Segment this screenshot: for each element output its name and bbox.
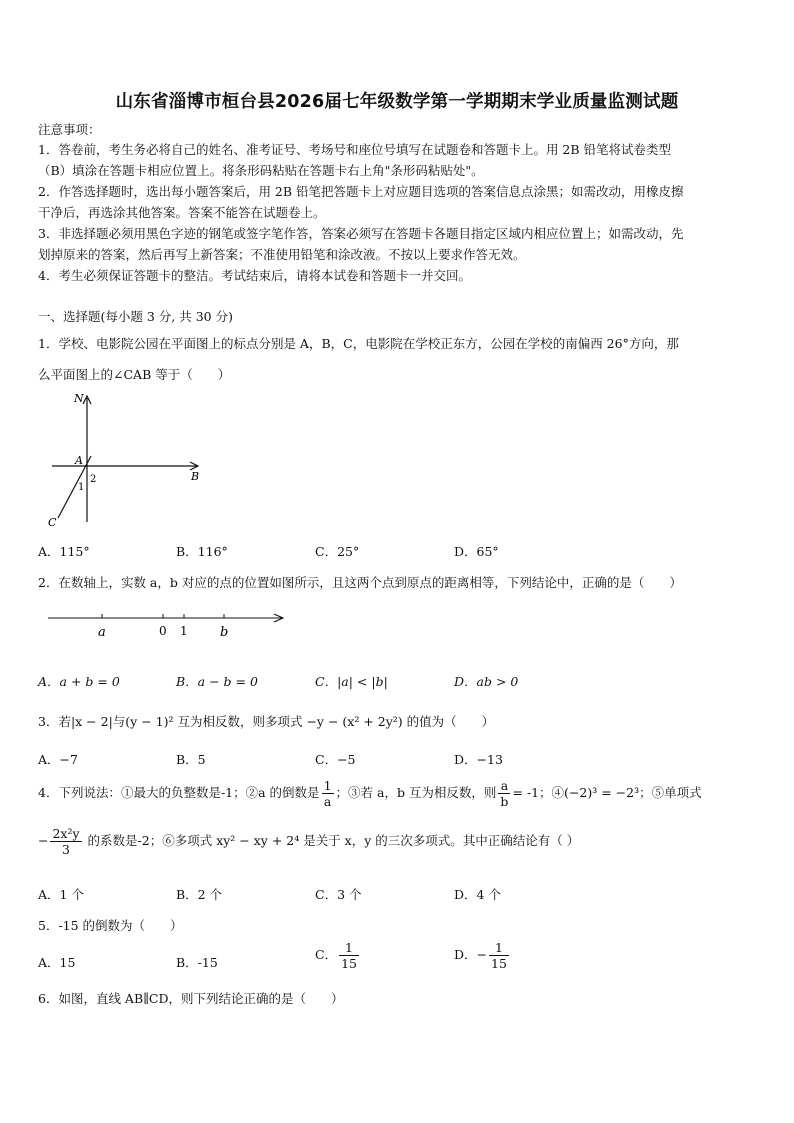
- fraction-one-fifteenth: [339, 940, 359, 971]
- q2-option-c[interactable]: C．|a| < |b|: [315, 674, 388, 689]
- notice-line: 干净后，再选涂其他答案。答案不能答在试题卷上。: [38, 205, 326, 220]
- notice-line: 划掉原来的答案，然后再写上新答案；不准使用铅笔和涂改液。不按以上要求作答无效。: [38, 247, 526, 262]
- q5-option-a[interactable]: A．15: [38, 955, 76, 970]
- q3-option-c[interactable]: C．−5: [315, 752, 356, 767]
- q1-option-c[interactable]: C．25°: [315, 544, 360, 559]
- frac-numerator: a: [498, 778, 510, 794]
- q1-stem-line1: 1．学校、电影院公园在平面图上的标点分别是 A，B，C，电影院在学校正东方，公园在学校的南偏西 26°方向，那: [38, 336, 679, 351]
- q4-option-c[interactable]: C．3 个: [315, 887, 362, 902]
- angle-2-label: 2: [90, 474, 97, 485]
- q1-stem-line2: 么平面图上的∠CAB 等于（ ）: [38, 367, 231, 382]
- label-c: C: [48, 516, 57, 529]
- q3-option-b[interactable]: B．5: [176, 752, 206, 767]
- frac-denominator: 15: [341, 956, 357, 971]
- fraction-a-over-b: [498, 778, 510, 809]
- q5-option-b[interactable]: B．-15: [176, 955, 218, 970]
- q1-option-d[interactable]: D．65°: [454, 544, 499, 559]
- q2-number-line: [44, 604, 294, 644]
- q1-option-a[interactable]: A．115°: [38, 544, 90, 559]
- notice-line: （B）填涂在答题卡相应位置上。将条形码粘贴在答题卡右上角"条形码粘贴处"。: [38, 163, 484, 178]
- q4-text-part1: 4．下列说法：①最大的负整数是-1；②a 的倒数是: [38, 785, 320, 800]
- q4-text-part4: 的系数是-2；⑥多项式 xy² − xy + 2⁴ 是关于 x，y 的三次多项式。其中正确结论有（ ）: [87, 833, 580, 848]
- q5-option-d[interactable]: [454, 940, 511, 971]
- q5-option-c[interactable]: [315, 940, 361, 971]
- q4-stem-line1: [38, 778, 702, 809]
- q4-option-b[interactable]: B．2 个: [176, 887, 223, 902]
- minus-sign: −: [38, 833, 49, 848]
- frac-numerator: 2x²y: [52, 826, 80, 841]
- tick-one-label: 1: [180, 624, 188, 638]
- q2-option-b[interactable]: B．a − b = 0: [176, 674, 258, 689]
- notice-line: 3．非选择题必须用黑色字迹的钢笔或签字笔作答，答案必须写在答题卡各题目指定区域内相应位置上；如需改动，先: [38, 226, 684, 241]
- frac-denominator: 15: [491, 956, 507, 971]
- notice-line: 2．作答选择题时，选出每小题答案后，用 2B 铅笔把答题卡上对应题目选项的答案信息点涂黑；如需改动，用橡皮擦: [38, 184, 684, 199]
- fraction-one-over-a: [322, 778, 334, 809]
- q4-option-d[interactable]: D．4 个: [454, 887, 501, 902]
- section-heading: 一、选择题(每小题 3 分, 共 30 分): [38, 309, 233, 324]
- q3-option-d[interactable]: D．−13: [454, 752, 503, 767]
- q3-stem: 3．若|x − 2|与(y − 1)² 互为相反数，则多项式 −y − (x² + 2y²) 的值为（ ）: [38, 714, 495, 729]
- option-letter: D．−: [454, 947, 487, 962]
- q2-option-d[interactable]: D．ab > 0: [454, 674, 519, 689]
- angle-1-label: 1: [78, 482, 85, 493]
- label-a: A: [75, 454, 83, 467]
- tick-zero-label: 0: [159, 624, 167, 638]
- fraction-one-fifteenth: [489, 940, 509, 971]
- q4-option-a[interactable]: A．1 个: [38, 887, 84, 902]
- q3-option-a[interactable]: A．−7: [38, 752, 78, 767]
- q6-stem: 6．如图，直线 AB∥CD，则下列结论正确的是（ ）: [38, 991, 344, 1006]
- label-b: B: [191, 470, 200, 483]
- frac-numerator: 1: [323, 778, 332, 793]
- q4-stem-line2: [38, 826, 579, 857]
- frac-denominator: a: [323, 794, 332, 809]
- fraction-monomial: [50, 826, 81, 857]
- option-letter: C．: [315, 947, 338, 962]
- label-n: N: [74, 392, 84, 405]
- page-title: 山东省淄博市桓台县2026届七年级数学第一学期期末学业质量监测试题: [115, 92, 679, 112]
- point-b-label: b: [220, 625, 229, 640]
- notice-heading: 注意事项：: [38, 122, 101, 137]
- frac-numerator: 1: [339, 940, 359, 956]
- q4-text-part2: ；③若 a，b 互为相反数，则: [335, 785, 497, 800]
- point-a-label: a: [98, 625, 106, 640]
- q4-text-part3: = -1；④(−2)³ = −2³；⑤单项式: [512, 785, 702, 800]
- notice-line: 1．答卷前，考生务必将自己的姓名、准考证号、考场号和座位号填写在试题卷和答题卡上。用 2B 铅笔将试卷类型: [38, 142, 672, 157]
- frac-denominator: b: [500, 794, 509, 809]
- notice-line: 4．考生必须保证答题卡的整洁。考试结束后，请将本试卷和答题卡一并交回。: [38, 268, 471, 283]
- q2-stem: 2．在数轴上，实数 a，b 对应的点的位置如图所示，且这两个点到原点的距离相等，下列结论中，正确的是（ ）: [38, 575, 682, 590]
- frac-numerator: 1: [489, 940, 509, 956]
- q2-option-a[interactable]: A．a + b = 0: [38, 674, 120, 689]
- frac-denominator: 3: [62, 842, 70, 857]
- q1-option-b[interactable]: B．116°: [176, 544, 228, 559]
- q1-direction-figure: [40, 390, 210, 530]
- q5-stem: 5．-15 的倒数为（ ）: [38, 918, 183, 933]
